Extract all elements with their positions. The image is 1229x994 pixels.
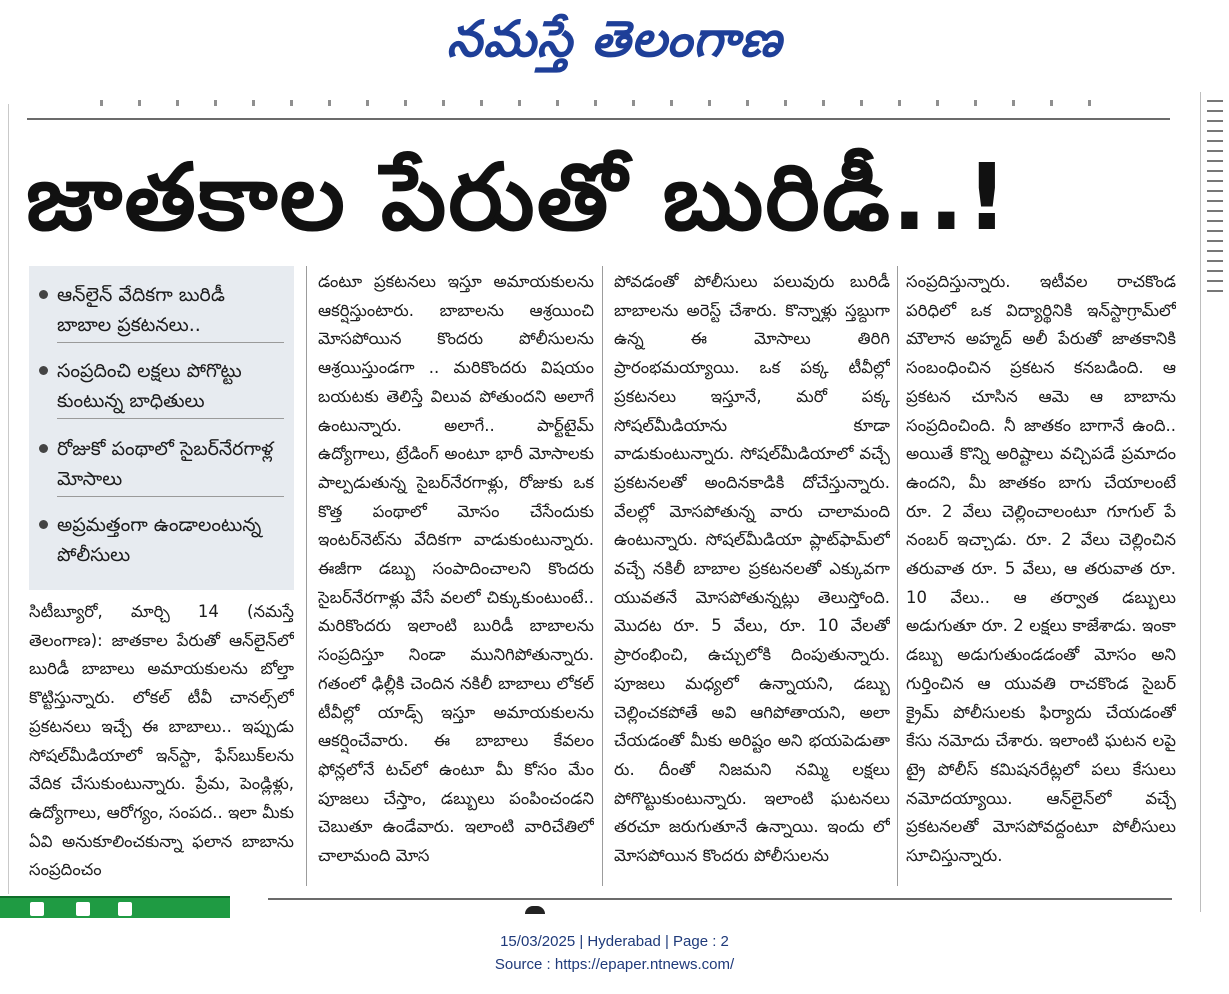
highlight-text: రోజుకో పంథాలో సైబర్‌నేరగాళ్ల మోసాలు [57, 434, 284, 497]
highlight-item [39, 356, 284, 419]
bullet-icon [39, 520, 48, 529]
highlight-item [39, 510, 284, 570]
highlight-text: సంప్రదించి లక్షలు పోగొట్టు కుంటున్న బాధితులు [57, 356, 284, 419]
bullet-icon [39, 290, 48, 299]
bullet-icon [39, 366, 48, 375]
article-body-text: డంటూ ప్రకటనలు ఇస్తూ అమాయకులను ఆకర్షిస్తుంటారు. బాబాలను ఆశ్రయించి మోసపోయిన కొందరు పోలీసులను ఆశ్రయిస్తుండగా .. మరికొందరు విషయం బయటకు తెలిస్తే విలువ పోతుందని అలాగే ఉంటున్నారు. అలాగే.. పార్ట్‌టైమ్ ఉద్యోగాలు, ట్రేడింగ్ అంటూ భారీ మోసాలకు పాల్పడుతున్న సైబర్‌నేరగాళ్లు, రోజుకు ఒక కొత్త పంథాలో మోసం చేసేందుకు ఇంటర్‌నెట్‌ను వేదికగా వాడుకుంటున్నారు. ఈజీగా డబ్బు సంపాదించాలని కొందరు సైబర్‌నేరగాళ్లు వేసే వలలో చిక్కుకుంటుంటే.. మరికొందరు ఇలాంటి బురిడీ బాబాలను సంప్రదిస్తూ నిండా మునిగిపోతున్నారు. గతంలో ఢిల్లీకి చెందిన నకిలీ బాబాలు లోకల్ టీవీల్లో యాడ్స్ ఇస్తూ అమాయకులను ఆకర్షించేవారు. ఈ బాబాలు కేవలం ఫోన్లలోనే టచ్‌లో ఉంటూ మీ కోసం మేం పూజలు చేస్తాం, డబ్బులు పంపించండని చెబుతూ ఉండేవారు. ఇలాంటి వారిచేతిలో చాలామంది మోస [318, 272, 594, 866]
highlight-text: అప్రమత్తంగా ఉండాలంటున్న పోలీసులు [57, 514, 262, 566]
article-body-text: పోవడంతో పోలీసులు పలువురు బురిడీ బాబాలను అరెస్ట్ చేశారు. కొన్నాళ్లు స్తబ్దుగా ఉన్న ఈ మోసాలు తిరిగి ప్రారంభమయ్యాయి. ఒక పక్క టీవీల్లో ప్రకటనలు ఇస్తూనే, మరో పక్క సోషల్‌మీడియాను కూడా వాడుకుంటున్నారు. సోషల్‌మీడియాలో వచ్చే ప్రకటనలతో అందినకాడికి దోచేస్తున్నారు. వేలల్లో మోసపోతున్న వారు చాలామంది ఉంటున్నారు. సోషల్‌మీడియా ప్లాట్‌ఫామ్‌లో వచ్చే నకిలీ బాబాల ప్రకటనలతో ఎక్కువగా యువతనే మోసపోతున్నట్లు తెలుస్తోంది. మొదట రూ. 5 వేలు, రూ. 10 వేలతో ప్రారంభించి, ఉచ్చులోకి దింపుతున్నారు. పూజలు మధ్యలో ఉన్నాయని, డబ్బు చెల్లించకపోతే అవి ఆగిపోతాయని, అలా చేయడంతో మీకు అరిష్టం అని భయపెడుతా రు. దీంతో నిజమని నమ్మి లక్షలు పోగొట్టుకుంటున్నారు. ఇలాంటి ఘటనలు తరచూ జరుగుతూనే ఉన్నాయి. ఇందు లో మోసపోయిన కొందరు పోలీసులను [614, 272, 890, 866]
column-divider [897, 266, 898, 886]
cut-text-remnant [525, 906, 545, 914]
article-body-text: సంప్రదిస్తున్నారు. ఇటీవల రాచకొండ పరిధిలో ఒక విద్యార్థినికి ఇన్‌స్టాగ్రామ్‌లో మౌలాన అహ్మద్ అలీ పేరుతో జాతకానికి సంబంధించిన ప్రకటన కనబడింది. ఆ ప్రకటన చూసిన ఆమె ఆ బాబాను సంప్రదించింది. నీ జాతకం బాగానే ఉంది.. అయితే కొన్ని అరిష్టాలు వచ్చిపడే ప్రమాదం ఉందని, మీ జాతకం బాగు చేయాలంటే రూ. 2 వేలు చెల్లించాలంటూ గూగుల్ పే నంబర్ ఇచ్చాడు. రూ. 2 వేలు చెల్లించిన తరువాత రూ. 5 వేలు, ఆ తరువాత రూ. 10 వేలు.. ఆ తర్వాత డబ్బులు అడుగుతూ రూ. 2 లక్షలు కాజేశాడు. ఇంకా డబ్బు అడుగుతుండడంతో మోసం అని గుర్తించిన ఆ యువతి రాచకొండ సైబర్ క్రైమ్ పోలీసులకు ఫిర్యాదు చేయడంతో కేసు నమోదు చేశారు. ఇలాంటి ఘటన లపై ట్రై పోలీస్ కమిషనరేట్లలో పలు కేసులు నమోదయ్యాయి. ఆన్‌లైన్‌లో వచ్చే ప్రకటనలతో మోసపోవద్దంటూ పోలీసులు సూచిస్తున్నారు. [906, 272, 1176, 866]
source-link[interactable]: Source : https://epaper.ntnews.com/ [494, 956, 735, 973]
bottom-divider [268, 898, 1172, 900]
cut-text-remnant [100, 100, 1100, 106]
newspaper-logo[interactable]: నమస్తే తెలంగాణ [446, 10, 783, 68]
masthead [0, 0, 1229, 78]
epaper-footer [0, 930, 1229, 976]
article-column-2 [318, 268, 594, 888]
highlight-item [39, 280, 284, 343]
article-body-text: సిటీబ్యూరో, మార్చి 14 (నమస్తే తెలంగాణ): జాతకాల పేరుతో ఆన్‌లైన్‌లో బురిడీ బాబాలు అమాయకులను బోల్తా కొట్టిస్తున్నారు. లోకల్ టీవీ చానల్స్‌లో ప్రకటనలు ఇచ్చే ఈ బాబాలు.. ఇప్పుడు సోషల్‌మీడియాలో ఇన్‌స్టా, ఫేస్‌బుక్‌లను వేదిక చేసుకుంటున్నారు. ప్రేమ, పెండ్లిళ్లు, ఉద్యోగాలు, ఆరోగ్యం, సంపద.. ఇలా మీకు ఏవి అనుకూలించకున్నా ఫలాన బాబాను సంప్రదించం [29, 602, 294, 880]
bullet-icon [39, 444, 48, 453]
right-page-edge [1200, 92, 1229, 912]
article-headline: జాతకాల పేరుతో బురిడీ..! [26, 144, 1010, 251]
edition-info: 15/03/2025 | Hyderabad | Page : 2 [500, 933, 729, 950]
left-page-edge [0, 104, 9, 894]
article-column-1 [29, 598, 294, 888]
article-column-3 [614, 268, 890, 888]
article-column-4 [906, 268, 1176, 888]
highlights-box [29, 266, 294, 590]
highlight-text: ఆన్‌లైన్ వేదికగా బురిడీ బాబాల ప్రకటనలు.. [57, 280, 284, 343]
column-divider [602, 266, 603, 886]
top-divider [27, 118, 1170, 120]
newspaper-clipping [0, 92, 1229, 918]
highlight-item [39, 434, 284, 497]
next-article-banner [0, 896, 230, 918]
column-divider [306, 266, 307, 886]
